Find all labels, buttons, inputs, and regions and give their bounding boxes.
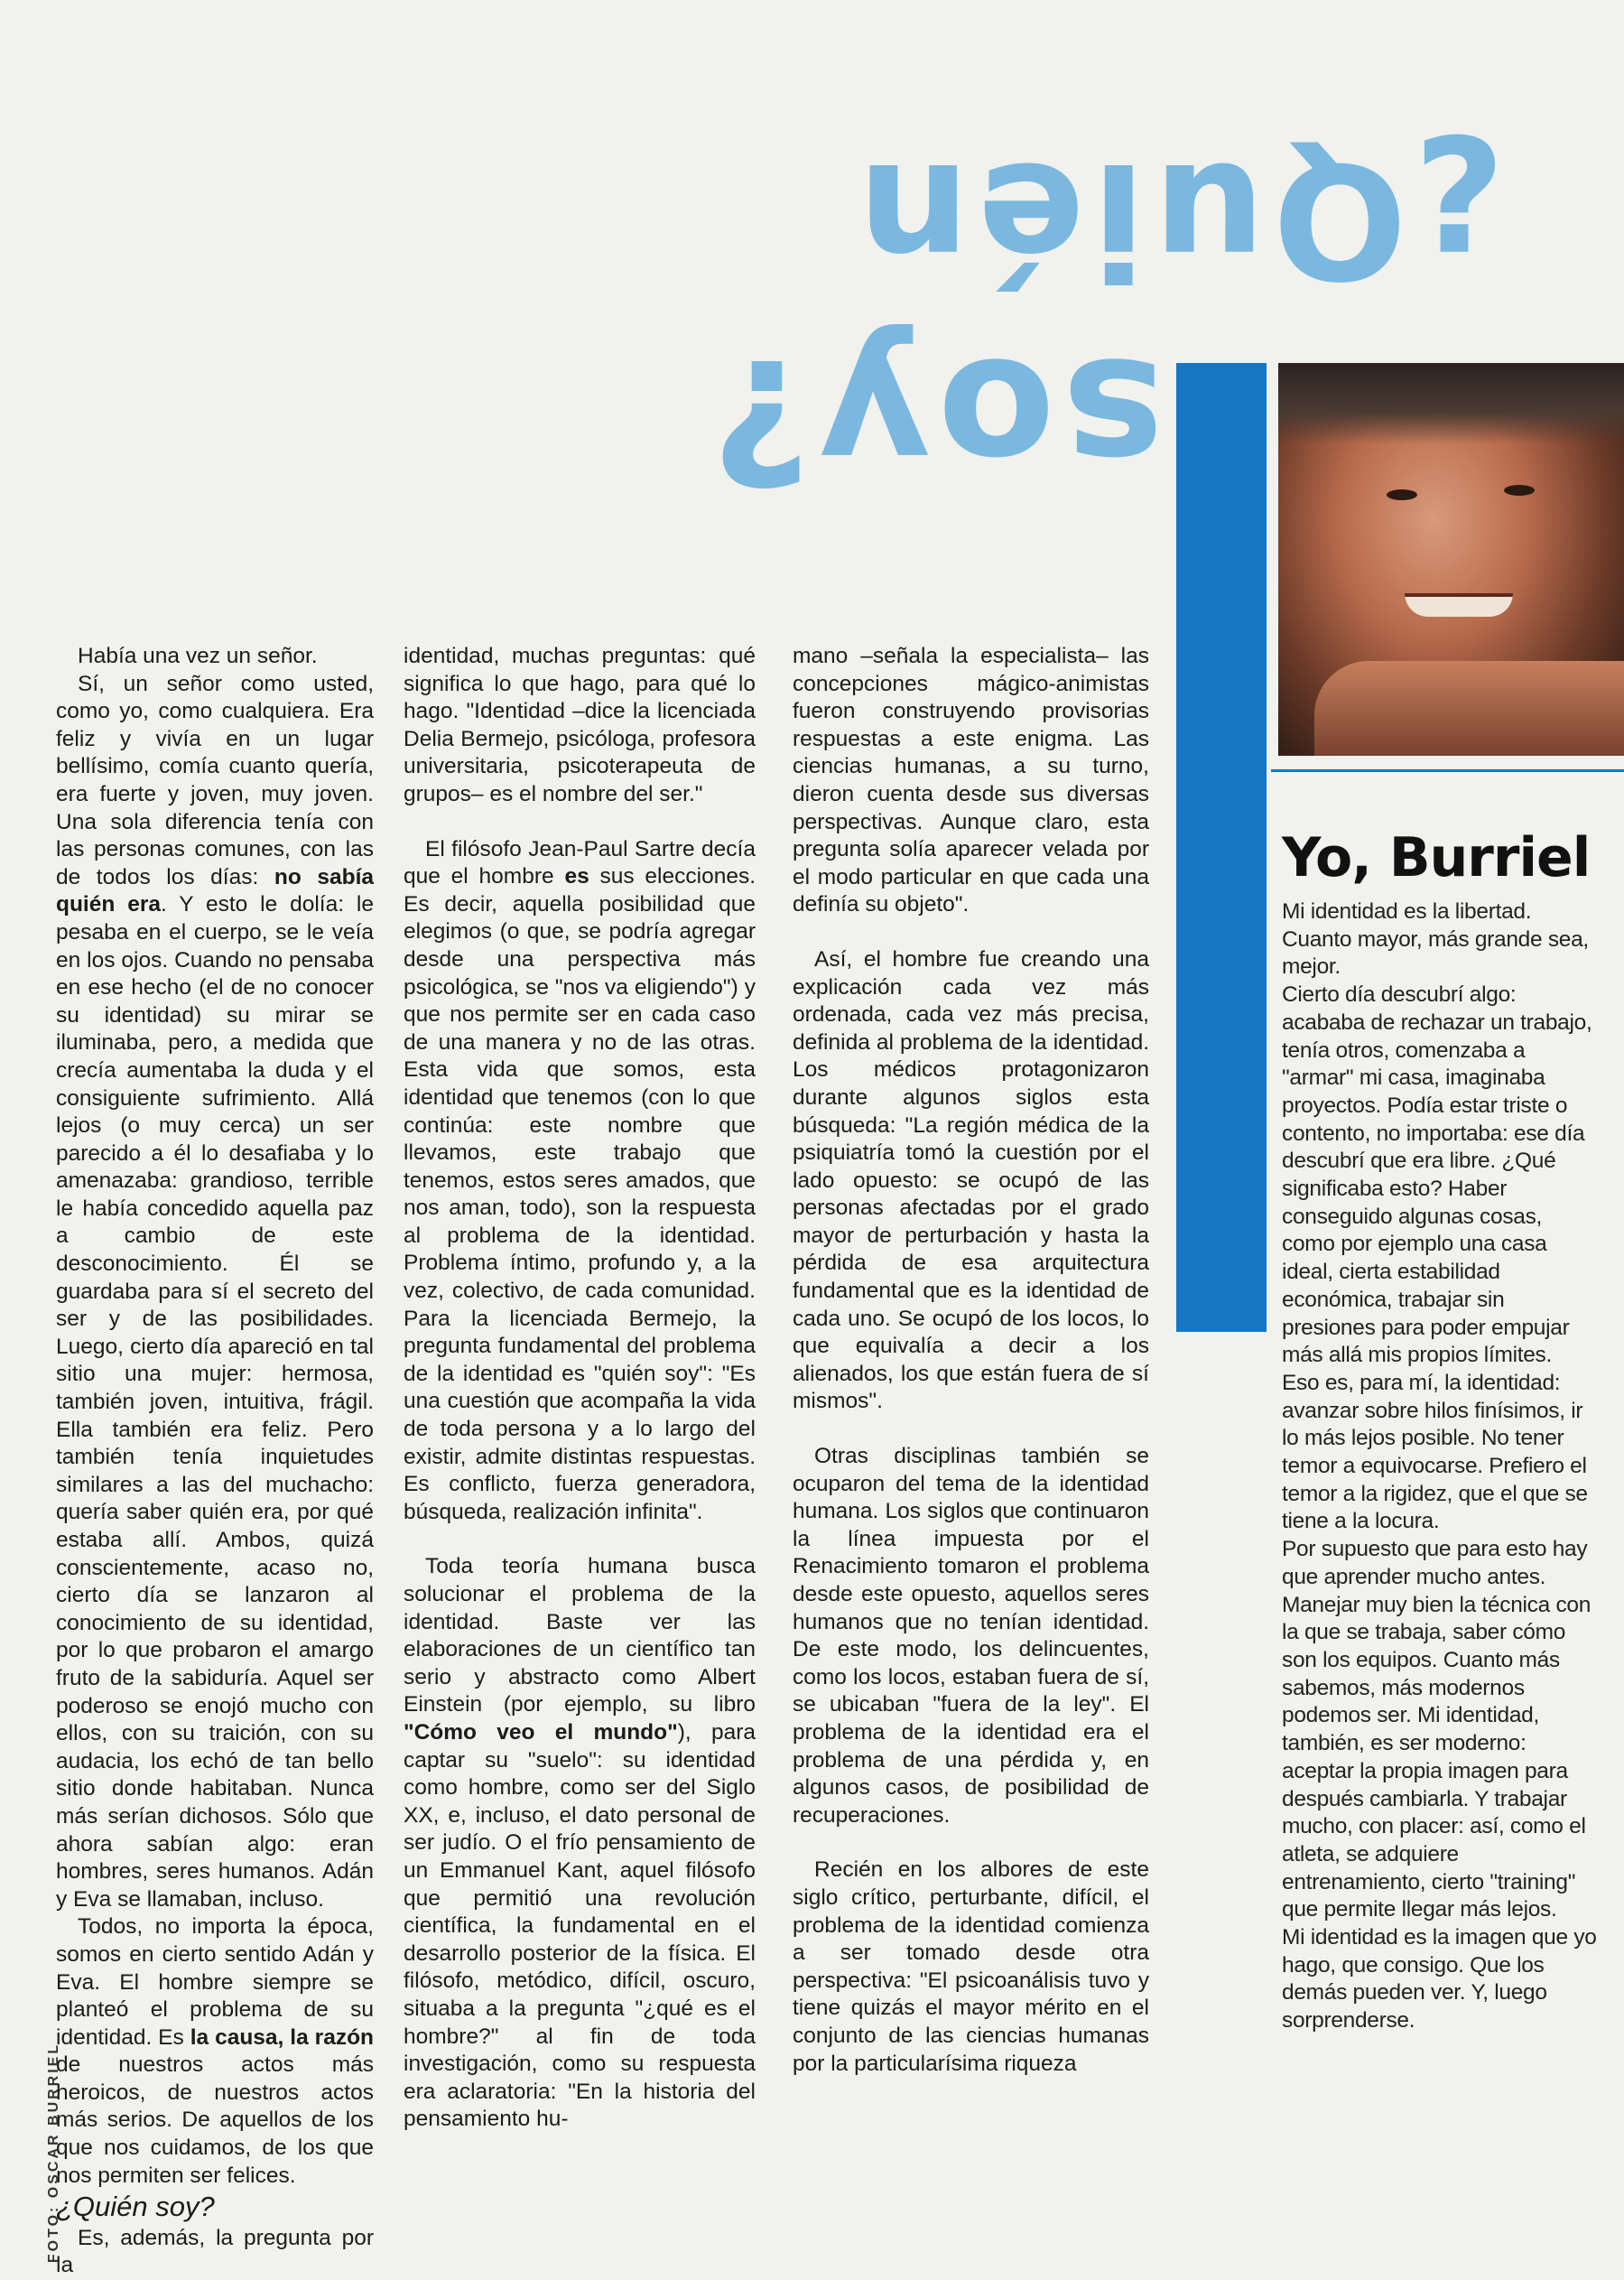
headline-line-1: ¿Quién <box>849 127 1507 311</box>
paragraph: Había una vez un señor. <box>78 644 318 668</box>
paragraph: Es, además, la pregunta por la <box>56 2225 374 2278</box>
paragraph: Recién en los albores de este siglo crítico, perturbante, difícil, el problema de la identidad comienza a ser tomado desde otra perspectiva: "El psicoanálisis tuvo y tiene quizás el mayor mérito en el conjunto de las ciencias humanas por la particularísima riqueza <box>793 1857 1149 2076</box>
subheading: ¿Quién soy? <box>56 2191 215 2223</box>
sidebar-rule <box>1271 769 1624 772</box>
article-column-1 <box>56 643 374 2280</box>
article-column-2 <box>404 643 756 2134</box>
sidebar <box>1282 826 1598 2035</box>
paragraph: Sí, un señor como usted, como yo, como cualquiera. Era feliz y vivía en un lugar bellísimo, comía cuanto quería, era fuerte y joven, muy joven. Una sola diferencia tenía con las personas comunes, con las de todos los días: no sabía quién era. Y esto le dolía: le pesaba en el cuerpo, se le veía en los ojos. Cuando no pensaba en ese hecho (el de no conocer su identidad) su mirar se iluminaba, pero, a medida que crecía aumentaba la duda y el consiguiente sufrimiento. Allá lejos (o muy cerca) un ser parecido a él lo desafiaba y lo amenazaba: grandioso, terrible le había concedido aquella paz a cambio de este desconocimiento. Él se guardaba para sí el secreto del ser y de las posibilidades. Luego, cierto día apareció en tal sitio una mujer: hermosa, también joven, intuitiva, frágil. Ella también era feliz. Pero también tenía inquietudes similares a las del muchacho: quería saber quién era, por qué estaba allí. Ambos, quizá conscientemente, acaso no, cierto día se lanzaron al conocimiento de su identidad, por lo que probaron el amargo fruto de la sabiduría. Aquel ser poderoso se enojó mucho con ellos, con su traición, con su audacia, los echó de tan bello sitio donde habitaban. Nunca más serían dichosos. Sólo que ahora sabían algo: eran hombres, seres humanos. Adán y Eva se llamaban, incluso. <box>56 671 374 1912</box>
article-column-3 <box>793 643 1149 2078</box>
blue-accent-bar <box>1176 363 1267 1332</box>
photo-credit: FOTO: OSCAR BURRIEL <box>46 2042 62 2264</box>
paragraph: Toda teoría humana busca solucionar el problema de la identidad. Baste ver las elaboraciones de un científico tan serio y abstracto como Albert Einstein (por ejemplo, su libro "Cómo veo el mundo"), para captar su "suelo": su identidad como hombre, como ser del Siglo XX, e, incluso, el dato personal de ser judío. O el frío pensamiento de un Emmanuel Kant, aquel filósofo que permitió una revolución científica, la fundamental en el desarrollo posterior de la física. El filósofo, metódico, difícil, oscuro, situaba a la pregunta "¿qué es el hombre?" al fin de toda investigación, como su respuesta era aclaratoria: "En la historia del pensamiento hu- <box>404 1554 756 2132</box>
paragraph: Así, el hombre fue creando una explicación cada vez más ordenada, cada vez más precisa, definida al problema de la identidad. Los médicos protagonizaron durante algunos siglos esta búsqueda: "La región médica de la psiquiatría tomó la cuestión por el lado opuesto: se ocupó de las personas afectadas por el grado mayor de perturbación y hasta la pérdida de esa arquitectura fundamental que es la identidad de cada uno. Se ocupó de los locos, lo que equivalía a decir a los alienados, los que están fuera de sí mismos". <box>793 946 1149 1414</box>
portrait-photo <box>1278 363 1624 756</box>
sidebar-paragraph: Cierto día descubrí algo: acababa de rechazar un trabajo, tenía otros, comenzaba a "armar" mi casa, imaginaba proyectos. Podía estar triste o contento, no importaba: ese día descubrí que era libre. ¿Qué significaba esto? Haber conseguido algunas cosas, como por ejemplo una casa ideal, cierta estabilidad económica, trabajar sin presiones para poder empujar más allá mis propios límites. <box>1282 982 1592 1368</box>
sidebar-paragraph: Mi identidad es la imagen que yo hago, que consigo. Que los demás pueden ver. Y, luego sorprenderse. <box>1282 1925 1597 2033</box>
paragraph: mano –señala la especialista– las concepciones mágico-animistas fueron construyendo provisorias respuestas a este enigma. Las ciencias humanas, a su turno, dieron cuenta desde sus diversas perspectivas. Aunque claro, esta pregunta solía aparecer velada por el modo particular en que cada una definía su objeto". <box>793 644 1149 917</box>
sidebar-paragraph: Mi identidad es la libertad. Cuanto mayor, más grande sea, mejor. <box>1282 899 1589 980</box>
paragraph: Otras disciplinas también se ocuparon del tema de la identidad humana. Los siglos que continuaron la línea impuesta por el Renacimiento tomaron el problema desde este opuesto, aquellos seres humanos que no tenían identidad. De este modo, los delincuentes, como los locos, estaban fuera de sí, se ubicaban "fuera de la ley". El problema de la identidad era el problema de una pérdida y, en algunos casos, de posibilidad de recuperaciones. <box>793 1444 1149 1828</box>
paragraph: identidad, muchas preguntas: qué significa lo que hago, para qué lo hago. "Identidad –dice la licenciada Delia Bermejo, psicóloga, profesora universitaria, psicoterapeuta de grupos– es el nombre del ser." <box>404 644 756 806</box>
paragraph: El filósofo Jean-Paul Sartre decía que el hombre es sus elecciones. Es decir, aquella posibilidad que elegimos (o que, se podría agregar desde una perspectiva más psicológica, se "nos va eligiendo") y que nos permite ser en cada caso de una manera y no de las otras. Esta vida que somos, esta identidad que tenemos (con lo que continúa: este nombre que llevamos, este trabajo que tenemos, estos seres amados, que nos aman, todo), son la respuesta al problema de la identidad. Problema íntimo, profundo y, a la vez, colectivo, de cada comunidad. Para la licenciada Bermejo, la pregunta fundamental del problema de la identidad es "quién soy": "Es una cuestión que acompaña la vida de toda persona y a lo largo del existir, admite distintas respuestas. Es conflicto, fuerza generadora, búsqueda, realización infinita". <box>404 836 756 1524</box>
sidebar-paragraph: Eso es, para mí, la identidad: avanzar sobre hilos finísimos, ir lo más lejos posible. No tener temor a equivocarse. Prefiero el temor a la rigidez, que el que se tiene a la locura. <box>1282 1370 1588 1534</box>
sidebar-title: Yo, Burriel <box>1282 826 1591 889</box>
headline-line-2: soy? <box>704 321 1165 520</box>
paragraph: Todos, no importa la época, somos en cierto sentido Adán y Eva. El hombre siempre se planteó el problema de su identidad. Es la causa, la razón de nuestros actos más heroicos, de nuestros actos más serios. De aquellos de los que nos cuidamos, de los que nos permiten ser felices. <box>56 1914 374 2188</box>
sidebar-paragraph: Por supuesto que para esto hay que aprender mucho antes. Manejar muy bien la técnica con la que se trabaja, saber cómo son los equipos. Cuanto más sabemos, más modernos podemos ser. Mi identidad, también, es ser moderno: aceptar la propia imagen para después cambiarla. Y trabajar mucho, con placer: así, como el atleta, se adquiere entrenamiento, cierto "training" que permite llegar más lejos. <box>1282 1537 1592 1922</box>
